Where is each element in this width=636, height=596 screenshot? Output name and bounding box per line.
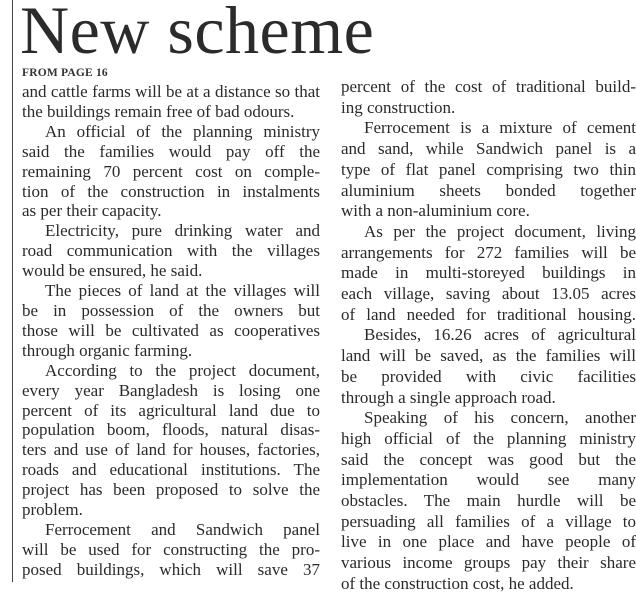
article-line: remaining 70 percent cost on comple- [22, 161, 320, 181]
article-line: ters and use of land for houses, factories, [22, 440, 320, 460]
article-line: would be ensured, he said. [22, 261, 203, 281]
article-line: through a single approach road. [341, 387, 556, 407]
article-line: live in one place and have people of [341, 532, 636, 552]
article-line: every year Bangladesh is losing one [22, 380, 320, 400]
article-line: be in possession of the owners but [22, 300, 320, 320]
article-line: and sand, while Sandwich panel is a [341, 139, 636, 159]
article-line: various income groups pay their share [341, 553, 636, 573]
article-line: of land needed for traditional housing. [341, 304, 636, 324]
article-line: obstacles. The main hurdle will be [341, 491, 636, 511]
article-line: land will be saved, as the families will [341, 346, 636, 366]
article-line: posed buildings, which will save 37 [22, 559, 320, 579]
article-line: persuading all families of a village to [341, 511, 636, 531]
article-line: According to the project document, [45, 360, 320, 380]
headline: New scheme [20, 0, 375, 68]
continued-from-label: FROM PAGE 16 [22, 67, 108, 79]
article-line: arrangements for 272 families will be [341, 242, 636, 262]
article-line: high official of the planning ministry [341, 428, 636, 448]
article-line: and cattle farms will be at a distance so that [22, 82, 320, 101]
article-line: Ferrocement is a mixture of cement [364, 118, 636, 138]
article-line: made in multi-storeyed buildings in [341, 263, 636, 283]
column-rule [12, 0, 13, 582]
article-line: problem. [22, 500, 83, 520]
article-line: with a non-aluminium core. [341, 201, 530, 221]
article-column-left [22, 82, 320, 580]
article-line: Speaking of his concern, another [364, 408, 636, 428]
article-line: said the families would pay off the [22, 141, 320, 161]
article-line: as per their capacity. [22, 201, 162, 221]
article-line: be provided with civic facilities [341, 366, 636, 386]
article-line: type of flat panel comprising two thin [341, 159, 636, 179]
article-line: ing construction. [341, 97, 456, 117]
article-line: Besides, 16.26 acres of agricultural [364, 325, 636, 345]
article-column-right [341, 77, 636, 595]
article-line: of the construction cost, he added. [341, 573, 574, 593]
article-line: population boom, floods, natural disas- [22, 420, 320, 440]
article-line: the buildings remain free of bad odours. [22, 101, 295, 121]
article-line: The pieces of land at the villages will [45, 281, 320, 301]
article-line: project has been proposed to solve the [22, 480, 320, 500]
article-line: each village, saving about 13.05 acres [341, 284, 636, 304]
article-line: through organic farming. [22, 340, 193, 360]
article-line: As per the project document, living [364, 221, 636, 241]
article-line: An official of the planning ministry [45, 121, 320, 141]
article-line: percent of the cost of traditional build- [341, 77, 636, 96]
article-line: percent of its agricultural land due to [22, 400, 320, 420]
article-line: tion of the construction in instalments [22, 181, 320, 201]
article-line: aluminium sheets bonded together [341, 180, 636, 200]
article-line: will be used for constructing the pro- [22, 539, 320, 559]
article-line: said the concept was good but the [341, 449, 636, 469]
article-line: implementation would see many [341, 470, 636, 490]
article-line: road communication with the villages [22, 241, 320, 261]
article-line: those will be cultivated as cooperatives [22, 320, 320, 340]
article-line: Electricity, pure drinking water and [45, 221, 320, 241]
article-line: Ferrocement and Sandwich panel [45, 519, 320, 539]
article-line: roads and educational institutions. The [22, 460, 320, 480]
